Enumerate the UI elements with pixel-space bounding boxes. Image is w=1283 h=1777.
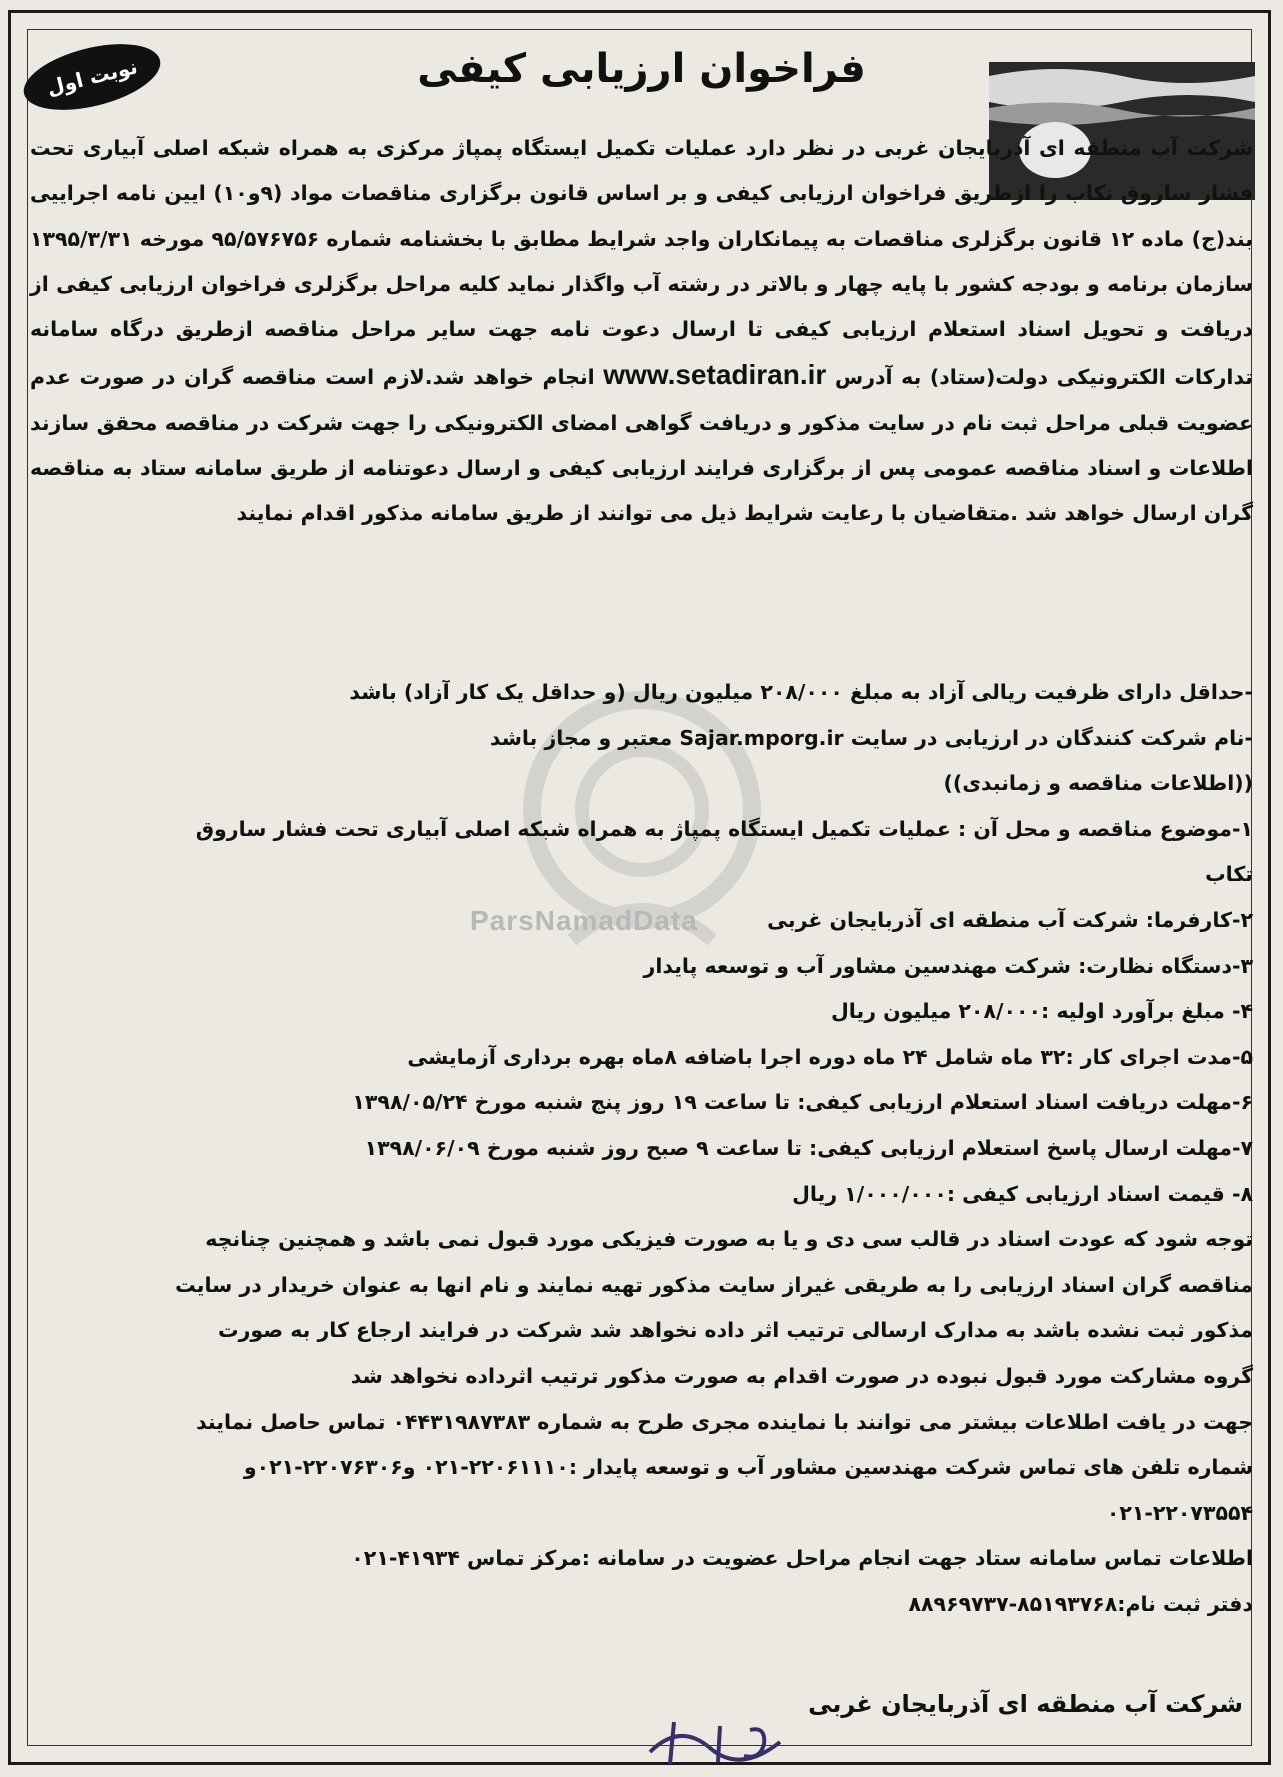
item-3: ۳-دستگاه نظارت: شرکت مهندسین مشاور آب و توسعه پایدار (643, 953, 1253, 978)
note-1: توجه شود که عودت اسناد در قالب سی دی و یا به صورت فیزیکی مورد قبول نمی باشد و همچنین چنانچه (205, 1227, 1253, 1252)
note-9: دفتر ثبت نام:۸۵۱۹۳۷۶۸-۸۸۹۶۹۷۳۷ (908, 1591, 1253, 1616)
intro-text-2: انجام خواهد شد.لازم است مناقصه گران در صورت عدم عضویت قبلی مراحل ثبت نام در سایت مذکور و دریافت گواهی امضای الکترونیکی را جهت شرکت در مناقصه محقق سازند اطلاعات و اسناد مناقصه عمومی پس از برگزاری فرایند ارزیابی کیفی و ارسال دعوتنامه از طریق سامانه ستاد به مناقصه گران ارسال خواهد شد .متقاضیان با رعایت شرایط ذیل می توانند از طریق سامانه مذکور اقدام نمایند (30, 365, 1253, 526)
item-4: ۴- مبلغ برآورد اولیه :۲۰۸/۰۰۰ میلیون ریال (831, 999, 1253, 1024)
item-8: ۸- قیمت اسناد ارزیابی کیفی :۱/۰۰۰/۰۰۰ ریال (792, 1181, 1253, 1206)
intro-text-1: شرکت آب منطقه ای آذربایجان غربی در نظر دارد عملیات تکمیل ایستگاه پمپاژ مرکزی به همراه شبکه اصلی آبیاری تحت فشار ساروق تکاب را ازطریق فراخوان ارزیابی کیفی و بر اساس قانون برگزاری مناقصات مواد (۹و۱۰) ایین نامه اجراییی بند(ج) ماده ۱۲ قانون برگزلری مناقصات به پیمانکاران واجد شرایط مطابق با بخشنامه شماره ۹۵/۵۷۶۷۵۶ مورخه ۱۳۹۵/۳/۳۱ سازمان برنامه و بودجه کشور با پایه چهار و بالاتر در رشته آب واگذار نماید کلیه مراحل برگزلری فراخوان ارزیابی کیفی از دریافت و تحویل اسناد استعلام ارزیابی کیفی تا ارسال دعوت نامه جهت سایر مراحل مناقصه ازطریق درگاه سامانه تدارکات الکترونیکی دولت(ستاد) به آدرس (30, 136, 1254, 390)
item-1-continued: تکاب (1205, 862, 1253, 887)
note-5: جهت در یافت اطلاعات بیشتر می توانند با نماینده مجری طرح به شماره ۰۴۴۳۱۹۸۷۳۸۳ تماس حاصل نمایند (196, 1409, 1253, 1434)
signature: شرکت آب منطقه ای آذربایجان غربی (808, 1690, 1243, 1718)
announcement-body (30, 670, 1253, 1627)
watermark-brand: ParsNamadData (470, 905, 698, 936)
condition-2: -نام شرکت کنندگان در ارزیابی در سایت Sajar.mporg.ir معتبر و مجاز باشد (489, 725, 1253, 750)
handwritten-number (640, 1712, 790, 1770)
note-8: اطلاعات تماس سامانه ستاد جهت انجام مراحل عضویت در سامانه :مرکز تماس ۴۱۹۳۴-۰۲۱ (351, 1546, 1253, 1571)
item-6: ۶-مهلت دریافت اسناد استعلام ارزیابی کیفی: تا ساعت ۱۹ روز پنج شنبه مورخ ۱۳۹۸/۰۵/۲۴ (352, 1090, 1253, 1115)
item-7: ۷-مهلت ارسال پاسخ استعلام ارزیابی کیفی: تا ساعت ۹ صبح روز شنبه مورخ ۱۳۹۸/۰۶/۰۹ (364, 1135, 1253, 1160)
item-5: ۵-مدت اجرای کار :۳۲ ماه شامل ۲۴ ماه دوره اجرا باضافه ۸ماه بهره برداری آزمایشی (407, 1044, 1253, 1069)
section-heading: ((اطلاعات مناقصه و زمانبدی)) (943, 771, 1253, 796)
item-1: ۱-موضوع مناقصه و محل آن : عملیات تکمیل ایستگاه پمپاژ به همراه شبکه اصلی آبیاری تحت فشار ساروق (195, 816, 1253, 841)
note-6: شماره تلفن های تماس شرکت مهندسین مشاور آب و توسعه پایدار :۲۲۰۶۱۱۱۰-۰۲۱ و۲۲۰۷۶۳۰۶-۰۲۱و (243, 1455, 1253, 1480)
note-2: مناقصه گران اسناد ارزیابی را به طریقی غیراز سایت مذکور تهیه نمایند و نام انها به عنوان خریدار در سایت (175, 1272, 1253, 1297)
page-title: فراخوان ارزیابی کیفی (417, 46, 866, 92)
intro-paragraph (30, 126, 1253, 537)
note-3: مذکور ثبت نشده باشد به مدارک ارسالی ترتیب اثر داده نخواهد شد شرکت در فرایند ارجاع کار به صورت (218, 1318, 1253, 1343)
item-2: ۲-کارفرما: شرکت آب منطقه ای آذربایجان غربی (767, 907, 1253, 932)
note-7: ۰۲۱-۲۲۰۷۳۵۵۴ (1106, 1500, 1253, 1525)
setadiran-url: www.setadiran.ir (603, 359, 827, 391)
condition-1: -حداقل دارای ظرفیت ریالی آزاد به مبلغ ۲۰۸/۰۰۰ میلیون ریال (و حداقل یک کار آزاد) باشد (349, 680, 1253, 704)
note-4: گروه مشارکت مورد قبول نبوده در صورت اقدام به صورت مذکور ترتیب اثرداده نخواهد شد (350, 1363, 1253, 1388)
round-badge: نوبت اول (17, 32, 167, 122)
